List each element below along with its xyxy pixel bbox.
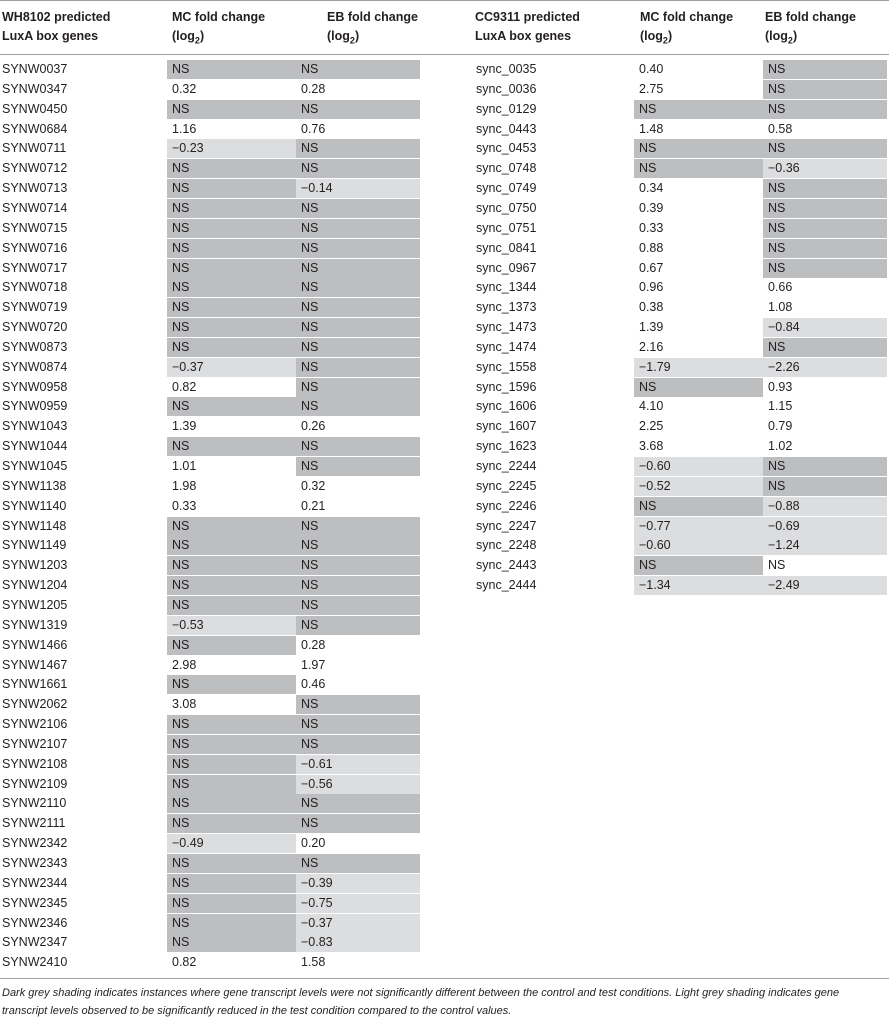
gene-id-cell: sync_0841 <box>476 240 537 255</box>
gene-id-cell: sync_2443 <box>476 558 537 573</box>
table-bottom-rule <box>0 978 889 979</box>
gene-id-cell: sync_2444 <box>476 578 537 593</box>
mc-fold-change-cell: NS <box>167 596 296 615</box>
gene-id-cell: sync_0036 <box>476 81 537 96</box>
mc-fold-change-cell: 0.38 <box>639 300 664 315</box>
mc-fold-change-cell: 0.82 <box>172 379 197 394</box>
gene-id-cell: sync_2248 <box>476 538 537 553</box>
eb-fold-change-cell: NS <box>296 159 420 178</box>
eb-fold-change-cell: NS <box>296 695 420 714</box>
eb-fold-change-cell: NS <box>763 457 887 476</box>
gene-id-cell: SYNW2347 <box>2 935 68 950</box>
table-footnote: Dark grey shading indicates instances where gene transcript levels were not significantly different between the control and test conditions. Light grey shading indicates gene transcript levels observed to be significantly reduced in the test condition compared to the control values. <box>2 987 840 1017</box>
eb-fold-change-cell: NS <box>296 358 420 377</box>
mc-fold-change-cell: NS <box>634 378 763 397</box>
mc-fold-change-cell: NS <box>634 497 763 516</box>
gene-id-cell: sync_2244 <box>476 459 537 473</box>
mc-fold-change-cell: NS <box>167 199 296 218</box>
mc-fold-change-cell: −0.60 <box>634 536 763 555</box>
mc-fold-change-cell: NS <box>167 735 296 754</box>
mc-fold-change-cell: 1.39 <box>172 419 197 434</box>
gene-id-cell: SYNW1138 <box>2 478 67 493</box>
gene-id-cell: SYNW0037 <box>2 62 68 76</box>
eb-fold-change-cell: NS <box>296 596 420 615</box>
gene-id-cell: sync_1474 <box>476 339 537 354</box>
eb-fold-change-cell: NS <box>296 239 420 258</box>
eb-fold-change-cell: 1.97 <box>301 657 326 672</box>
mc-fold-change-cell: NS <box>167 159 296 178</box>
gene-id-cell: SYNW0684 <box>2 121 68 136</box>
eb-fold-change-cell: NS <box>296 397 420 416</box>
mc-fold-change-cell: −0.60 <box>634 457 763 476</box>
eb-fold-change-cell: 0.66 <box>768 280 793 295</box>
mc-fold-change-cell: NS <box>167 576 296 595</box>
mc-fold-change-cell: −0.53 <box>167 616 296 635</box>
gene-id-cell: SYNW2111 <box>2 816 66 831</box>
mc-fold-change-cell: NS <box>167 259 296 278</box>
mc-fold-change-cell: 0.96 <box>639 280 664 295</box>
mc-fold-change-cell: NS <box>167 874 296 893</box>
gene-id-cell: SYNW0958 <box>2 379 68 394</box>
gene-id-cell: sync_1344 <box>476 280 537 295</box>
gene-id-cell: SYNW0715 <box>2 220 68 235</box>
eb-fold-change-cell: NS <box>763 179 887 198</box>
eb-fold-change-cell: NS <box>296 517 420 536</box>
eb-fold-change-cell: NS <box>296 735 420 754</box>
eb-fold-change-cell: −0.39 <box>296 874 420 893</box>
mc-fold-change-cell: NS <box>167 636 296 655</box>
mc-fold-change-cell: −1.34 <box>634 576 763 595</box>
eb-fold-change-cell: −2.49 <box>763 576 887 595</box>
mc-fold-change-cell: NS <box>634 139 763 158</box>
mc-fold-change-cell: 1.39 <box>639 320 664 335</box>
eb-fold-change-cell: 0.58 <box>768 121 793 136</box>
mc-fold-change-cell: NS <box>634 556 763 575</box>
mc-fold-change-cell: 2.16 <box>639 339 664 354</box>
mc-fold-change-cell: 0.82 <box>172 955 197 970</box>
left-mc-header: MC fold change $(\log_2)$ <box>172 10 266 46</box>
mc-fold-change-cell: 0.33 <box>172 498 197 513</box>
gene-id-cell: SYNW2062 <box>2 697 68 712</box>
gene-id-cell: SYNW1148 <box>2 518 67 533</box>
eb-fold-change-cell: NS <box>763 139 887 158</box>
left-gene-header: WH8102 predicted LuxA box genes <box>2 10 111 43</box>
gene-id-cell: SYNW1205 <box>2 597 68 612</box>
gene-id-cell: sync_1607 <box>476 419 537 434</box>
eb-fold-change-cell: 0.46 <box>301 677 326 692</box>
gene-id-cell: sync_1373 <box>476 300 537 315</box>
gene-id-cell: sync_0453 <box>476 141 537 156</box>
eb-fold-change-cell: −0.75 <box>296 894 420 913</box>
eb-fold-change-cell: 1.15 <box>768 399 793 414</box>
mc-fold-change-cell: NS <box>167 239 296 258</box>
mc-fold-change-cell: −0.37 <box>167 358 296 377</box>
eb-fold-change-cell: 1.08 <box>768 300 793 315</box>
mc-fold-change-cell: −0.77 <box>634 517 763 536</box>
mc-fold-change-cell: NS <box>167 100 296 119</box>
eb-fold-change-cell: NS <box>763 259 887 278</box>
gene-id-cell: SYNW1044 <box>2 439 68 454</box>
gene-id-cell: sync_0967 <box>476 260 537 275</box>
right-mc-header: MC fold change $(\log_2)$ <box>640 10 734 46</box>
eb-fold-change-cell: NS <box>763 239 887 258</box>
eb-fold-change-cell: −0.88 <box>763 497 887 516</box>
mc-fold-change-cell: NS <box>167 219 296 238</box>
gene-id-cell: SYNW2108 <box>2 756 68 771</box>
eb-fold-change-cell: −1.24 <box>763 536 887 555</box>
mc-fold-change-cell: 4.10 <box>639 399 664 414</box>
gene-id-cell: sync_0035 <box>476 62 537 76</box>
mc-fold-change-cell: 1.48 <box>639 121 664 136</box>
gene-id-cell: SYNW0712 <box>2 161 68 176</box>
eb-fold-change-cell: 1.58 <box>301 955 326 970</box>
eb-fold-change-cell: NS <box>296 199 420 218</box>
gene-id-cell: SYNW2344 <box>2 875 68 890</box>
mc-fold-change-cell: −0.23 <box>167 139 296 158</box>
gene-id-cell: sync_2246 <box>476 498 537 513</box>
eb-fold-change-cell: 0.20 <box>301 836 326 851</box>
eb-fold-change-cell: NS <box>296 556 420 575</box>
gene-id-cell: SYNW1149 <box>2 538 67 553</box>
gene-id-cell: SYNW1043 <box>2 419 68 434</box>
eb-fold-change-cell: −0.69 <box>763 517 887 536</box>
gene-id-cell: SYNW2106 <box>2 717 68 732</box>
mc-fold-change-cell: NS <box>167 60 296 79</box>
eb-fold-change-cell: −0.36 <box>763 159 887 178</box>
mc-fold-change-cell: NS <box>167 775 296 794</box>
mc-fold-change-cell: NS <box>167 517 296 536</box>
gene-id-cell: SYNW2109 <box>2 776 68 791</box>
mc-fold-change-cell: NS <box>634 159 763 178</box>
mc-fold-change-cell: −0.52 <box>634 477 763 496</box>
mc-fold-change-cell: −1.79 <box>634 358 763 377</box>
eb-fold-change-cell: NS <box>296 278 420 297</box>
gene-id-cell: SYNW2345 <box>2 895 68 910</box>
eb-fold-change-cell: 0.26 <box>301 419 326 434</box>
mc-fold-change-cell: 0.39 <box>639 200 664 215</box>
mc-fold-change-cell: NS <box>167 298 296 317</box>
gene-id-cell: sync_2245 <box>476 478 537 493</box>
gene-id-cell: sync_0749 <box>476 181 537 196</box>
mc-fold-change-cell: 2.98 <box>172 657 197 672</box>
mc-fold-change-cell: 1.98 <box>172 478 197 493</box>
eb-fold-change-cell: NS <box>296 219 420 238</box>
eb-fold-change-cell: −2.26 <box>763 358 887 377</box>
gene-id-cell: SYNW2346 <box>2 915 68 930</box>
mc-fold-change-cell: 1.01 <box>172 459 197 473</box>
mc-fold-change-cell: NS <box>167 556 296 575</box>
gene-id-cell: SYNW1661 <box>2 677 68 692</box>
table-header-rule <box>0 54 889 55</box>
mc-fold-change-cell: 0.34 <box>639 181 664 196</box>
eb-fold-change-cell: 0.79 <box>768 419 793 434</box>
mc-fold-change-cell: NS <box>167 675 296 694</box>
right-gene-header: CC9311 predicted LuxA box genes <box>475 10 580 43</box>
mc-fold-change-cell: NS <box>167 814 296 833</box>
eb-fold-change-cell: 0.21 <box>301 498 326 513</box>
mc-fold-change-cell: 3.08 <box>172 697 197 712</box>
eb-fold-change-cell: NS <box>296 715 420 734</box>
eb-fold-change-cell: −0.56 <box>296 775 420 794</box>
gene-id-cell: SYNW2343 <box>2 856 68 870</box>
eb-fold-change-cell: NS <box>763 219 887 238</box>
right-eb-header: EB fold change $(\log_2)$ <box>765 10 856 46</box>
gene-id-cell: SYNW0873 <box>2 339 68 354</box>
gene-id-cell: SYNW0717 <box>2 260 68 275</box>
gene-id-cell: sync_1473 <box>476 320 537 335</box>
gene-id-cell: SYNW0716 <box>2 240 68 255</box>
eb-fold-change-cell: NS <box>296 457 420 476</box>
eb-fold-change-cell: −0.83 <box>296 933 420 952</box>
eb-fold-change-cell: NS <box>296 338 420 357</box>
mc-fold-change-cell: NS <box>167 338 296 357</box>
eb-fold-change-cell: 1.02 <box>768 439 793 454</box>
gene-id-cell: SYNW1204 <box>2 578 68 593</box>
mc-fold-change-cell: 0.88 <box>639 240 664 255</box>
eb-fold-change-cell: 0.28 <box>301 637 326 652</box>
mc-fold-change-cell: 0.32 <box>172 81 197 96</box>
mc-fold-change-cell: NS <box>167 755 296 774</box>
eb-fold-change-cell: −0.14 <box>296 179 420 198</box>
left-eb-header: EB fold change $(\log_2)$ <box>327 10 418 46</box>
gene-id-cell: SYNW0450 <box>2 101 68 116</box>
eb-fold-change-cell: −0.84 <box>763 318 887 337</box>
gene-id-cell: SYNW0347 <box>2 81 68 96</box>
gene-id-cell: SYNW1045 <box>2 459 68 473</box>
mc-fold-change-cell: NS <box>167 179 296 198</box>
eb-fold-change-cell: 0.32 <box>301 478 326 493</box>
gene-id-cell: sync_1558 <box>476 359 537 374</box>
gene-id-cell: SYNW0714 <box>2 200 68 215</box>
eb-fold-change-cell: NS <box>296 854 420 873</box>
mc-fold-change-cell: 3.68 <box>639 439 664 454</box>
table-top-rule <box>0 0 889 1</box>
eb-fold-change-cell: NS <box>296 378 420 397</box>
mc-fold-change-cell: NS <box>167 278 296 297</box>
gene-id-cell: SYNW2410 <box>2 955 68 970</box>
eb-fold-change-cell: NS <box>296 318 420 337</box>
gene-id-cell: SYNW0713 <box>2 181 68 196</box>
eb-fold-change-cell: NS <box>296 100 420 119</box>
eb-fold-change-cell: NS <box>296 814 420 833</box>
gene-id-cell: SYNW0719 <box>2 300 68 315</box>
gene-id-cell: sync_0129 <box>476 101 537 116</box>
eb-fold-change-cell: NS <box>296 259 420 278</box>
gene-id-cell: SYNW2107 <box>2 736 68 751</box>
eb-fold-change-cell: NS <box>296 616 420 635</box>
gene-id-cell: sync_2247 <box>476 518 537 533</box>
gene-id-cell: SYNW1467 <box>2 657 68 672</box>
eb-fold-change-cell: −0.37 <box>296 914 420 933</box>
eb-fold-change-cell: NS <box>296 794 420 813</box>
mc-fold-change-cell: NS <box>167 854 296 873</box>
eb-fold-change-cell: NS <box>763 80 887 99</box>
gene-id-cell: SYNW0874 <box>2 359 68 374</box>
gene-id-cell: SYNW1466 <box>2 637 68 652</box>
gene-id-cell: SYNW1319 <box>2 617 68 632</box>
mc-fold-change-cell: NS <box>167 794 296 813</box>
gene-id-cell: sync_0750 <box>476 200 537 215</box>
eb-fold-change-cell: 0.76 <box>301 121 326 136</box>
gene-id-cell: sync_0748 <box>476 161 537 176</box>
gene-id-cell: SYNW2110 <box>2 796 67 811</box>
eb-fold-change-cell: NS <box>763 100 887 119</box>
gene-id-cell: SYNW1203 <box>2 558 68 573</box>
mc-fold-change-cell: NS <box>167 318 296 337</box>
mc-fold-change-cell: 0.40 <box>639 62 664 76</box>
gene-id-cell: sync_1596 <box>476 379 537 394</box>
gene-id-cell: sync_1623 <box>476 439 537 454</box>
mc-fold-change-cell: NS <box>167 536 296 555</box>
mc-fold-change-cell: NS <box>167 715 296 734</box>
eb-fold-change-cell: NS <box>763 477 887 496</box>
mc-fold-change-cell: NS <box>167 894 296 913</box>
eb-fold-change-cell: NS <box>296 437 420 456</box>
mc-fold-change-cell: −0.49 <box>167 834 296 853</box>
eb-fold-change-cell: NS <box>763 60 887 79</box>
eb-fold-change-cell: −0.61 <box>296 755 420 774</box>
eb-fold-change-cell: NS <box>296 60 420 79</box>
mc-fold-change-cell: 0.33 <box>639 220 664 235</box>
mc-fold-change-cell: NS <box>167 914 296 933</box>
gene-id-cell: sync_1606 <box>476 399 537 414</box>
gene-id-cell: SYNW0959 <box>2 399 68 414</box>
eb-fold-change-cell: NS <box>763 199 887 218</box>
eb-fold-change-cell: NS <box>296 139 420 158</box>
eb-fold-change-cell: 0.93 <box>768 379 793 394</box>
mc-fold-change-cell: NS <box>167 397 296 416</box>
eb-fold-change-cell: NS <box>296 536 420 555</box>
mc-fold-change-cell: NS <box>167 437 296 456</box>
eb-fold-change-cell: NS <box>763 338 887 357</box>
eb-fold-change-cell: NS <box>296 576 420 595</box>
gene-id-cell: SYNW0718 <box>2 280 68 295</box>
gene-id-cell: SYNW1140 <box>2 498 67 513</box>
eb-fold-change-cell: NS <box>296 298 420 317</box>
eb-fold-change-cell: NS <box>768 558 786 573</box>
gene-id-cell: SYNW0711 <box>2 141 67 156</box>
mc-fold-change-cell: 1.16 <box>172 121 197 136</box>
mc-fold-change-cell: 2.25 <box>639 419 664 434</box>
gene-id-cell: sync_0751 <box>476 220 537 235</box>
mc-fold-change-cell: 2.75 <box>639 81 664 96</box>
gene-id-cell: SYNW0720 <box>2 320 68 335</box>
gene-id-cell: SYNW2342 <box>2 836 68 851</box>
mc-fold-change-cell: 0.67 <box>639 260 664 275</box>
gene-id-cell: sync_0443 <box>476 121 537 136</box>
mc-fold-change-cell: NS <box>167 933 296 952</box>
mc-fold-change-cell: NS <box>634 100 763 119</box>
eb-fold-change-cell: 0.28 <box>301 81 326 96</box>
